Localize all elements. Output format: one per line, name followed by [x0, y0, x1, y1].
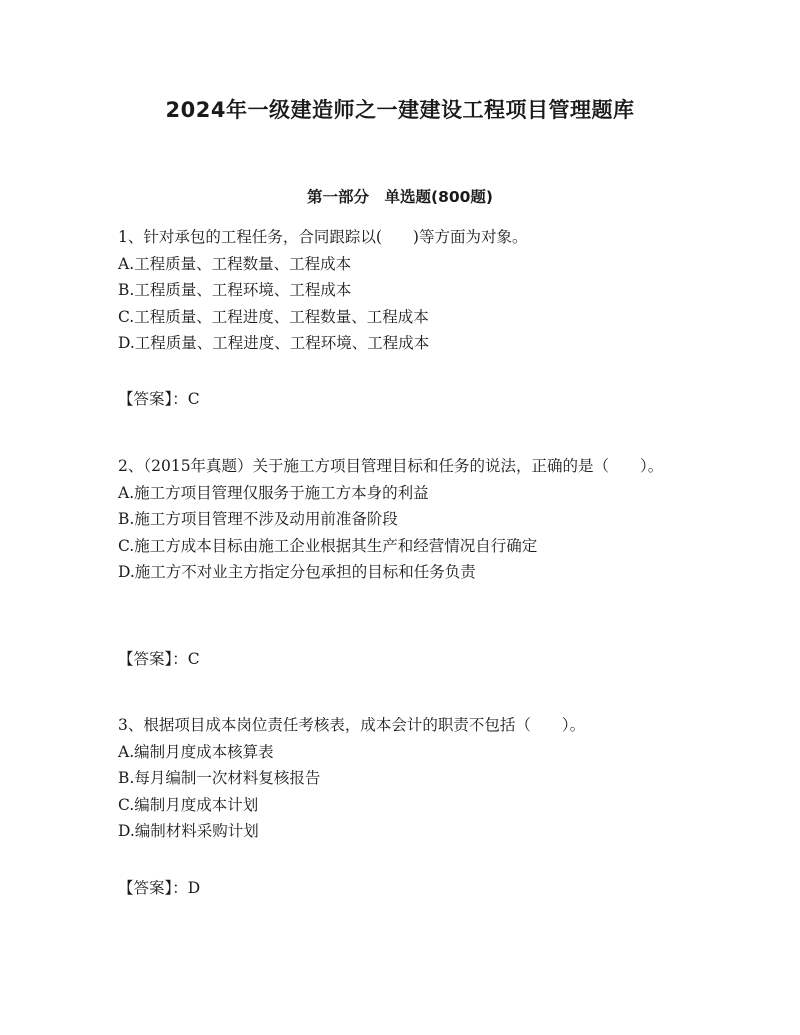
answer-2	[118, 648, 200, 670]
option-c: C.施工方成本目标由施工企业根据其生产和经营情况自行确定	[118, 536, 538, 555]
option-b: B.工程质量、工程环境、工程成本	[118, 281, 352, 299]
option-c: C.编制月度成本计划	[118, 795, 259, 814]
option-d: D.编制材料采购计划	[118, 822, 259, 840]
answer-3	[118, 877, 200, 899]
answer-label: 【答案】：	[118, 879, 188, 897]
option-a: A.编制月度成本核算表	[118, 742, 274, 761]
question-3	[118, 712, 678, 845]
option-a: A.工程质量、工程数量、工程成本	[118, 254, 352, 273]
document-title: 2024年一级建造师之一建建设工程项目管理题库	[165, 98, 635, 122]
question-stem: 1、针对承包的工程任务，合同跟踪以( )等方面为对象。	[118, 228, 528, 246]
answer-label: 【答案】：	[118, 650, 188, 668]
option-a: A.施工方项目管理仅服务于施工方本身的利益	[118, 483, 429, 502]
option-c: C.工程质量、工程进度、工程数量、工程成本	[118, 307, 429, 326]
question-1	[118, 224, 678, 357]
option-d: D.工程质量、工程进度、工程环境、工程成本	[118, 334, 430, 352]
question-2	[118, 453, 678, 586]
answer-value: C	[187, 650, 200, 668]
option-b: B.施工方项目管理不涉及动用前准备阶段	[118, 510, 398, 528]
section-title: 第一部分 单选题(800题)	[306, 188, 494, 206]
answer-value: D	[187, 879, 201, 897]
question-stem: 3、根据项目成本岗位责任考核表，成本会计的职责不包括（ ）。	[118, 716, 586, 734]
question-stem: 2、（2015年真题）关于施工方项目管理目标和任务的说法，正确的是（ ）。	[118, 457, 664, 475]
answer-1	[118, 388, 200, 410]
answer-value: C	[187, 390, 200, 408]
option-d: D.施工方不对业主方指定分包承担的目标和任务负责	[118, 563, 476, 581]
answer-label: 【答案】：	[118, 390, 188, 408]
option-b: B.每月编制一次材料复核报告	[118, 769, 321, 787]
